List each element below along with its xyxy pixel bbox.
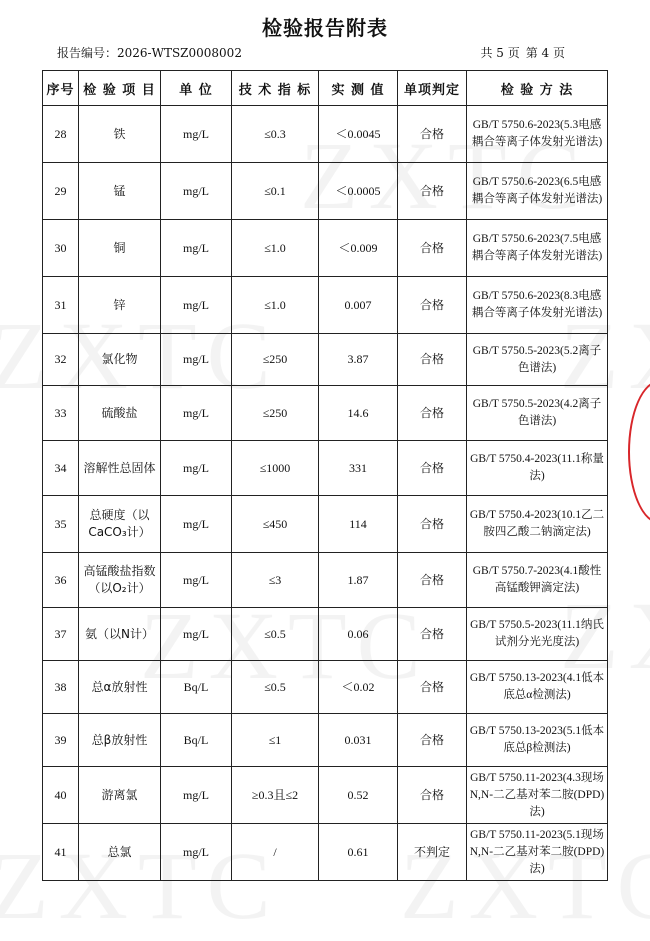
test-method: GB/T 5750.7-2023(4.1酸性高锰酸钾滴定法): [467, 553, 608, 608]
column-header: 实 测 值: [319, 71, 398, 106]
technical-spec: ≤1.0: [232, 277, 319, 334]
test-method: GB/T 5750.6-2023(7.5电感耦合等离子体发射光谱法): [467, 220, 608, 277]
test-item: 锰: [79, 163, 161, 220]
unit: mg/L: [161, 277, 232, 334]
column-header: 单 位: [161, 71, 232, 106]
row-number: 35: [43, 496, 79, 553]
test-item: 总α放射性: [79, 661, 161, 714]
unit: mg/L: [161, 220, 232, 277]
measured-value: 3.87: [319, 334, 398, 386]
column-header: 单项判定: [398, 71, 467, 106]
table-header-row: [43, 71, 608, 106]
unit: mg/L: [161, 553, 232, 608]
unit: mg/L: [161, 496, 232, 553]
measured-value: 0.52: [319, 767, 398, 824]
unit: mg/L: [161, 334, 232, 386]
test-item: 总硬度（以CaCO₃计）: [79, 496, 161, 553]
row-number: 29: [43, 163, 79, 220]
row-number: 32: [43, 334, 79, 386]
test-item: 游离氯: [79, 767, 161, 824]
measured-value: 114: [319, 496, 398, 553]
unit: mg/L: [161, 608, 232, 661]
test-method: GB/T 5750.13-2023(4.1低本底总α检测法): [467, 661, 608, 714]
row-number: 28: [43, 106, 79, 163]
row-number: 38: [43, 661, 79, 714]
table-row: [43, 441, 608, 496]
measured-value: 0.007: [319, 277, 398, 334]
table-row: [43, 220, 608, 277]
report-number-label: 报告编号：: [57, 46, 118, 60]
verdict: 合格: [398, 386, 467, 441]
technical-spec: ≥0.3且≤2: [232, 767, 319, 824]
technical-spec: ≤3: [232, 553, 319, 608]
verdict: 合格: [398, 767, 467, 824]
inspection-table: [42, 70, 608, 881]
test-method: GB/T 5750.6-2023(6.5电感耦合等离子体发射光谱法): [467, 163, 608, 220]
row-number: 36: [43, 553, 79, 608]
verdict: 合格: [398, 277, 467, 334]
verdict: 合格: [398, 106, 467, 163]
technical-spec: ≤250: [232, 386, 319, 441]
table-row: [43, 163, 608, 220]
table-row: [43, 496, 608, 553]
test-item: 高锰酸盐指数（以O₂计）: [79, 553, 161, 608]
row-number: 39: [43, 714, 79, 767]
test-item: 溶解性总固体: [79, 441, 161, 496]
column-header: 检 验 项 目: [79, 71, 161, 106]
row-number: 41: [43, 824, 79, 881]
unit: Bq/L: [161, 714, 232, 767]
measured-value: ＜0.0005: [319, 163, 398, 220]
table-row: [43, 386, 608, 441]
row-number: 30: [43, 220, 79, 277]
unit: Bq/L: [161, 661, 232, 714]
column-header: 检 验 方 法: [467, 71, 608, 106]
measured-value: ＜0.02: [319, 661, 398, 714]
seal-stamp: [628, 380, 650, 524]
test-item: 锌: [79, 277, 161, 334]
technical-spec: ≤0.3: [232, 106, 319, 163]
verdict: 合格: [398, 496, 467, 553]
unit: mg/L: [161, 767, 232, 824]
test-item: 氯化物: [79, 334, 161, 386]
measured-value: 0.06: [319, 608, 398, 661]
test-method: GB/T 5750.6-2023(5.3电感耦合等离子体发射光谱法): [467, 106, 608, 163]
technical-spec: ≤450: [232, 496, 319, 553]
measured-value: 0.61: [319, 824, 398, 881]
test-method: GB/T 5750.6-2023(8.3电感耦合等离子体发射光谱法): [467, 277, 608, 334]
verdict: 不判定: [398, 824, 467, 881]
total-pages: 共 5 页: [480, 46, 520, 60]
test-item: 硫酸盐: [79, 386, 161, 441]
measured-value: 331: [319, 441, 398, 496]
unit: mg/L: [161, 386, 232, 441]
row-number: 34: [43, 441, 79, 496]
test-item: 总氯: [79, 824, 161, 881]
unit: mg/L: [161, 163, 232, 220]
table-row: [43, 553, 608, 608]
test-item: 铜: [79, 220, 161, 277]
test-method: GB/T 5750.4-2023(11.1称量法): [467, 441, 608, 496]
technical-spec: ≤0.1: [232, 163, 319, 220]
technical-spec: ≤0.5: [232, 661, 319, 714]
table-row: [43, 714, 608, 767]
test-method: GB/T 5750.5-2023(4.2离子色谱法): [467, 386, 608, 441]
technical-spec: ≤1.0: [232, 220, 319, 277]
table-row: [43, 106, 608, 163]
column-header: 技 术 指 标: [232, 71, 319, 106]
measured-value: 1.87: [319, 553, 398, 608]
row-number: 37: [43, 608, 79, 661]
unit: mg/L: [161, 824, 232, 881]
table-row: [43, 608, 608, 661]
technical-spec: ≤250: [232, 334, 319, 386]
table-row: [43, 767, 608, 824]
report-number-value: 2026-WTSZ0008002: [117, 46, 242, 60]
verdict: 合格: [398, 608, 467, 661]
technical-spec: ≤1: [232, 714, 319, 767]
verdict: 合格: [398, 661, 467, 714]
table-row: [43, 334, 608, 386]
row-number: 40: [43, 767, 79, 824]
verdict: 合格: [398, 441, 467, 496]
unit: mg/L: [161, 106, 232, 163]
test-method: GB/T 5750.11-2023(5.1现场N,N-二乙基对苯二胺(DPD)法): [467, 824, 608, 881]
test-item: 铁: [79, 106, 161, 163]
verdict: 合格: [398, 334, 467, 386]
table-row: [43, 824, 608, 881]
row-number: 31: [43, 277, 79, 334]
report-number: [57, 44, 242, 61]
verdict: 合格: [398, 220, 467, 277]
unit: mg/L: [161, 441, 232, 496]
measured-value: ＜0.0045: [319, 106, 398, 163]
test-method: GB/T 5750.5-2023(5.2离子色谱法): [467, 334, 608, 386]
technical-spec: /: [232, 824, 319, 881]
test-method: GB/T 5750.11-2023(4.3现场N,N-二乙基对苯二胺(DPD)法): [467, 767, 608, 824]
measured-value: ＜0.009: [319, 220, 398, 277]
page-title: 检验报告附表: [262, 16, 388, 40]
row-number: 33: [43, 386, 79, 441]
test-method: GB/T 5750.4-2023(10.1乙二胺四乙酸二钠滴定法): [467, 496, 608, 553]
test-method: GB/T 5750.13-2023(5.1低本底总β检测法): [467, 714, 608, 767]
verdict: 合格: [398, 163, 467, 220]
technical-spec: ≤0.5: [232, 608, 319, 661]
measured-value: 14.6: [319, 386, 398, 441]
verdict: 合格: [398, 714, 467, 767]
test-method: GB/T 5750.5-2023(11.1纳氏试剂分光光度法): [467, 608, 608, 661]
test-item: 总β放射性: [79, 714, 161, 767]
measured-value: 0.031: [319, 714, 398, 767]
table-row: [43, 277, 608, 334]
table-row: [43, 661, 608, 714]
test-item: 氨（以N计）: [79, 608, 161, 661]
technical-spec: ≤1000: [232, 441, 319, 496]
verdict: 合格: [398, 553, 467, 608]
current-page: 第 4 页: [525, 46, 565, 60]
column-header: 序号: [43, 71, 79, 106]
page-info: [474, 44, 565, 61]
